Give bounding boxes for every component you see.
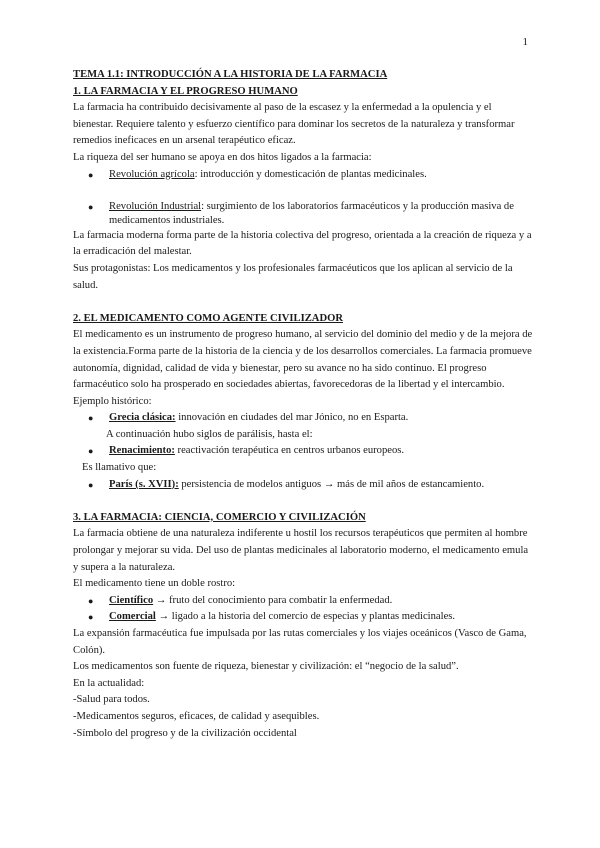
list-item-term: Grecia clásica:	[109, 412, 176, 424]
bullet-icon: ●	[88, 413, 94, 424]
section-3-line: -Símbolo del progreso y de la civilización occidental	[73, 727, 297, 739]
section-gap	[73, 294, 533, 311]
document-title: TEMA 1.1: INTRODUCCIÓN A LA HISTORIA DE LA FARMACIA	[73, 69, 388, 80]
bullet-icon: ●	[88, 612, 94, 623]
list-item-term: Científico	[109, 594, 154, 606]
list-item-text: reactivación terapéutica en centros urbanos europeos.	[174, 445, 405, 457]
section-2-list	[73, 443, 533, 460]
list-item	[73, 167, 533, 184]
list-item	[73, 200, 533, 228]
section-3-paragraph: El medicamento tiene un doble rostro:	[73, 578, 236, 590]
page-number: 1	[522, 36, 528, 48]
list-spacer	[73, 183, 533, 200]
section-3-heading: 3. LA FARMACIA: CIENCIA, COMERCIO Y CIVILIZACIÓN	[73, 511, 366, 523]
section-3-line: -Salud para todos.	[73, 694, 150, 706]
section-gap	[73, 493, 533, 510]
bullet-icon: ●	[88, 169, 94, 180]
list-item-term: Revolución agrícola	[109, 168, 195, 180]
list-item	[73, 443, 533, 460]
section-1-paragraph: La riqueza del ser humano se apoya en dos hitos ligados a la farmacia:	[73, 151, 372, 163]
list-item-text: → ligado a la historia del comercio de especias y plantas medicinales.	[155, 611, 456, 623]
list-item-term: Revolución Industrial	[109, 200, 202, 212]
document-body	[73, 67, 533, 742]
list-item-text: persistencia de modelos antiguos → más de mil años de estancamiento.	[178, 478, 485, 490]
list-item-text: : surgimiento de los laboratorios farmacéuticos y la producción masiva de medicamentos industriales.	[109, 200, 514, 226]
section-3-paragraph: La farmacia obtiene de una naturaleza indiferente u hostil los recursos terapéuticos que permiten al hombre prolongar y mejorar su vida. Del uso de plantas medicinales al laboratorio moderno, el medicamento emula y supera a la naturaleza.	[73, 528, 529, 573]
section-1-heading: 1. LA FARMACIA Y EL PROGRESO HUMANO	[73, 85, 298, 97]
section-3-paragraph: La expansión farmacéutica fue impulsada por las rutas comerciales y los viajes oceánicos (Vasco de Gama, Colón).	[73, 628, 527, 656]
section-3-paragraph: En la actualidad:	[73, 677, 145, 689]
list-note: A continuación hubo siglos de parálisis, hasta el:	[106, 428, 313, 440]
section-2-list	[73, 410, 533, 427]
section-2-list	[73, 477, 533, 494]
list-item-term: Renacimiento:	[109, 445, 175, 457]
list-item	[73, 410, 533, 427]
list-item	[73, 477, 533, 494]
section-1-list	[73, 167, 533, 228]
list-item-text: innovación en ciudades del mar Jónico, no en Esparta.	[175, 412, 409, 424]
bullet-icon: ●	[88, 201, 94, 212]
bullet-icon: ●	[88, 595, 94, 606]
section-1-paragraph: La farmacia ha contribuido decisivamente al paso de la escasez y la enfermedad a la opulencia y el bienestar. Requiere talento y esfuerzo científico para dominar los secretos de la naturaleza y transformar remedios ineficaces en un arsenal terapéutico eficaz.	[73, 102, 515, 147]
list-item	[73, 593, 533, 610]
section-2-paragraph: El medicamento es un instrumento de progreso humano, al servicio del dominio del medio y de la mejora de la existencia.Forma parte de la historia de la ciencia y de los desarrollos comerciales. La farmacia promueve autonomía, dignidad, calidad de vida y bienestar, pero su avance no ha sido continuo. El progreso farmacéutico solo ha prosperado en sociedades abiertas, favorecedoras de la libertad y el intercambio.	[73, 329, 533, 391]
section-2-heading: 2. EL MEDICAMENTO COMO AGENTE CIVILIZADOR	[73, 312, 343, 324]
section-1-paragraph: Sus protagonistas: Los medicamentos y los profesionales farmacéuticos que los aplican al servicio de la salud.	[73, 262, 513, 291]
section-1-paragraph: La farmacia moderna forma parte de la historia colectiva del progreso, orientada a la creación de riqueza y a la erradicación del malestar.	[73, 229, 532, 258]
list-item	[73, 609, 533, 626]
section-3-paragraph: Los medicamentos son fuente de riqueza, bienestar y civilización: el “negocio de la salud”.	[73, 661, 459, 673]
section-3-line: -Medicamentos seguros, eficaces, de calidad y asequibles.	[73, 710, 320, 722]
list-item-term: Comercial	[109, 611, 156, 623]
bullet-icon: ●	[88, 479, 94, 490]
list-item-text: → fruto del conocimiento para combatir la enfermedad.	[153, 594, 393, 606]
list-item-term: París (s. XVII):	[109, 478, 179, 490]
section-2-paragraph: Ejemplo histórico:	[73, 395, 152, 407]
list-note: Es llamativo que:	[82, 462, 157, 474]
list-item-text: : introducción y domesticación de plantas medicinales.	[194, 168, 427, 180]
section-3-list	[73, 593, 533, 626]
bullet-icon: ●	[88, 446, 94, 457]
